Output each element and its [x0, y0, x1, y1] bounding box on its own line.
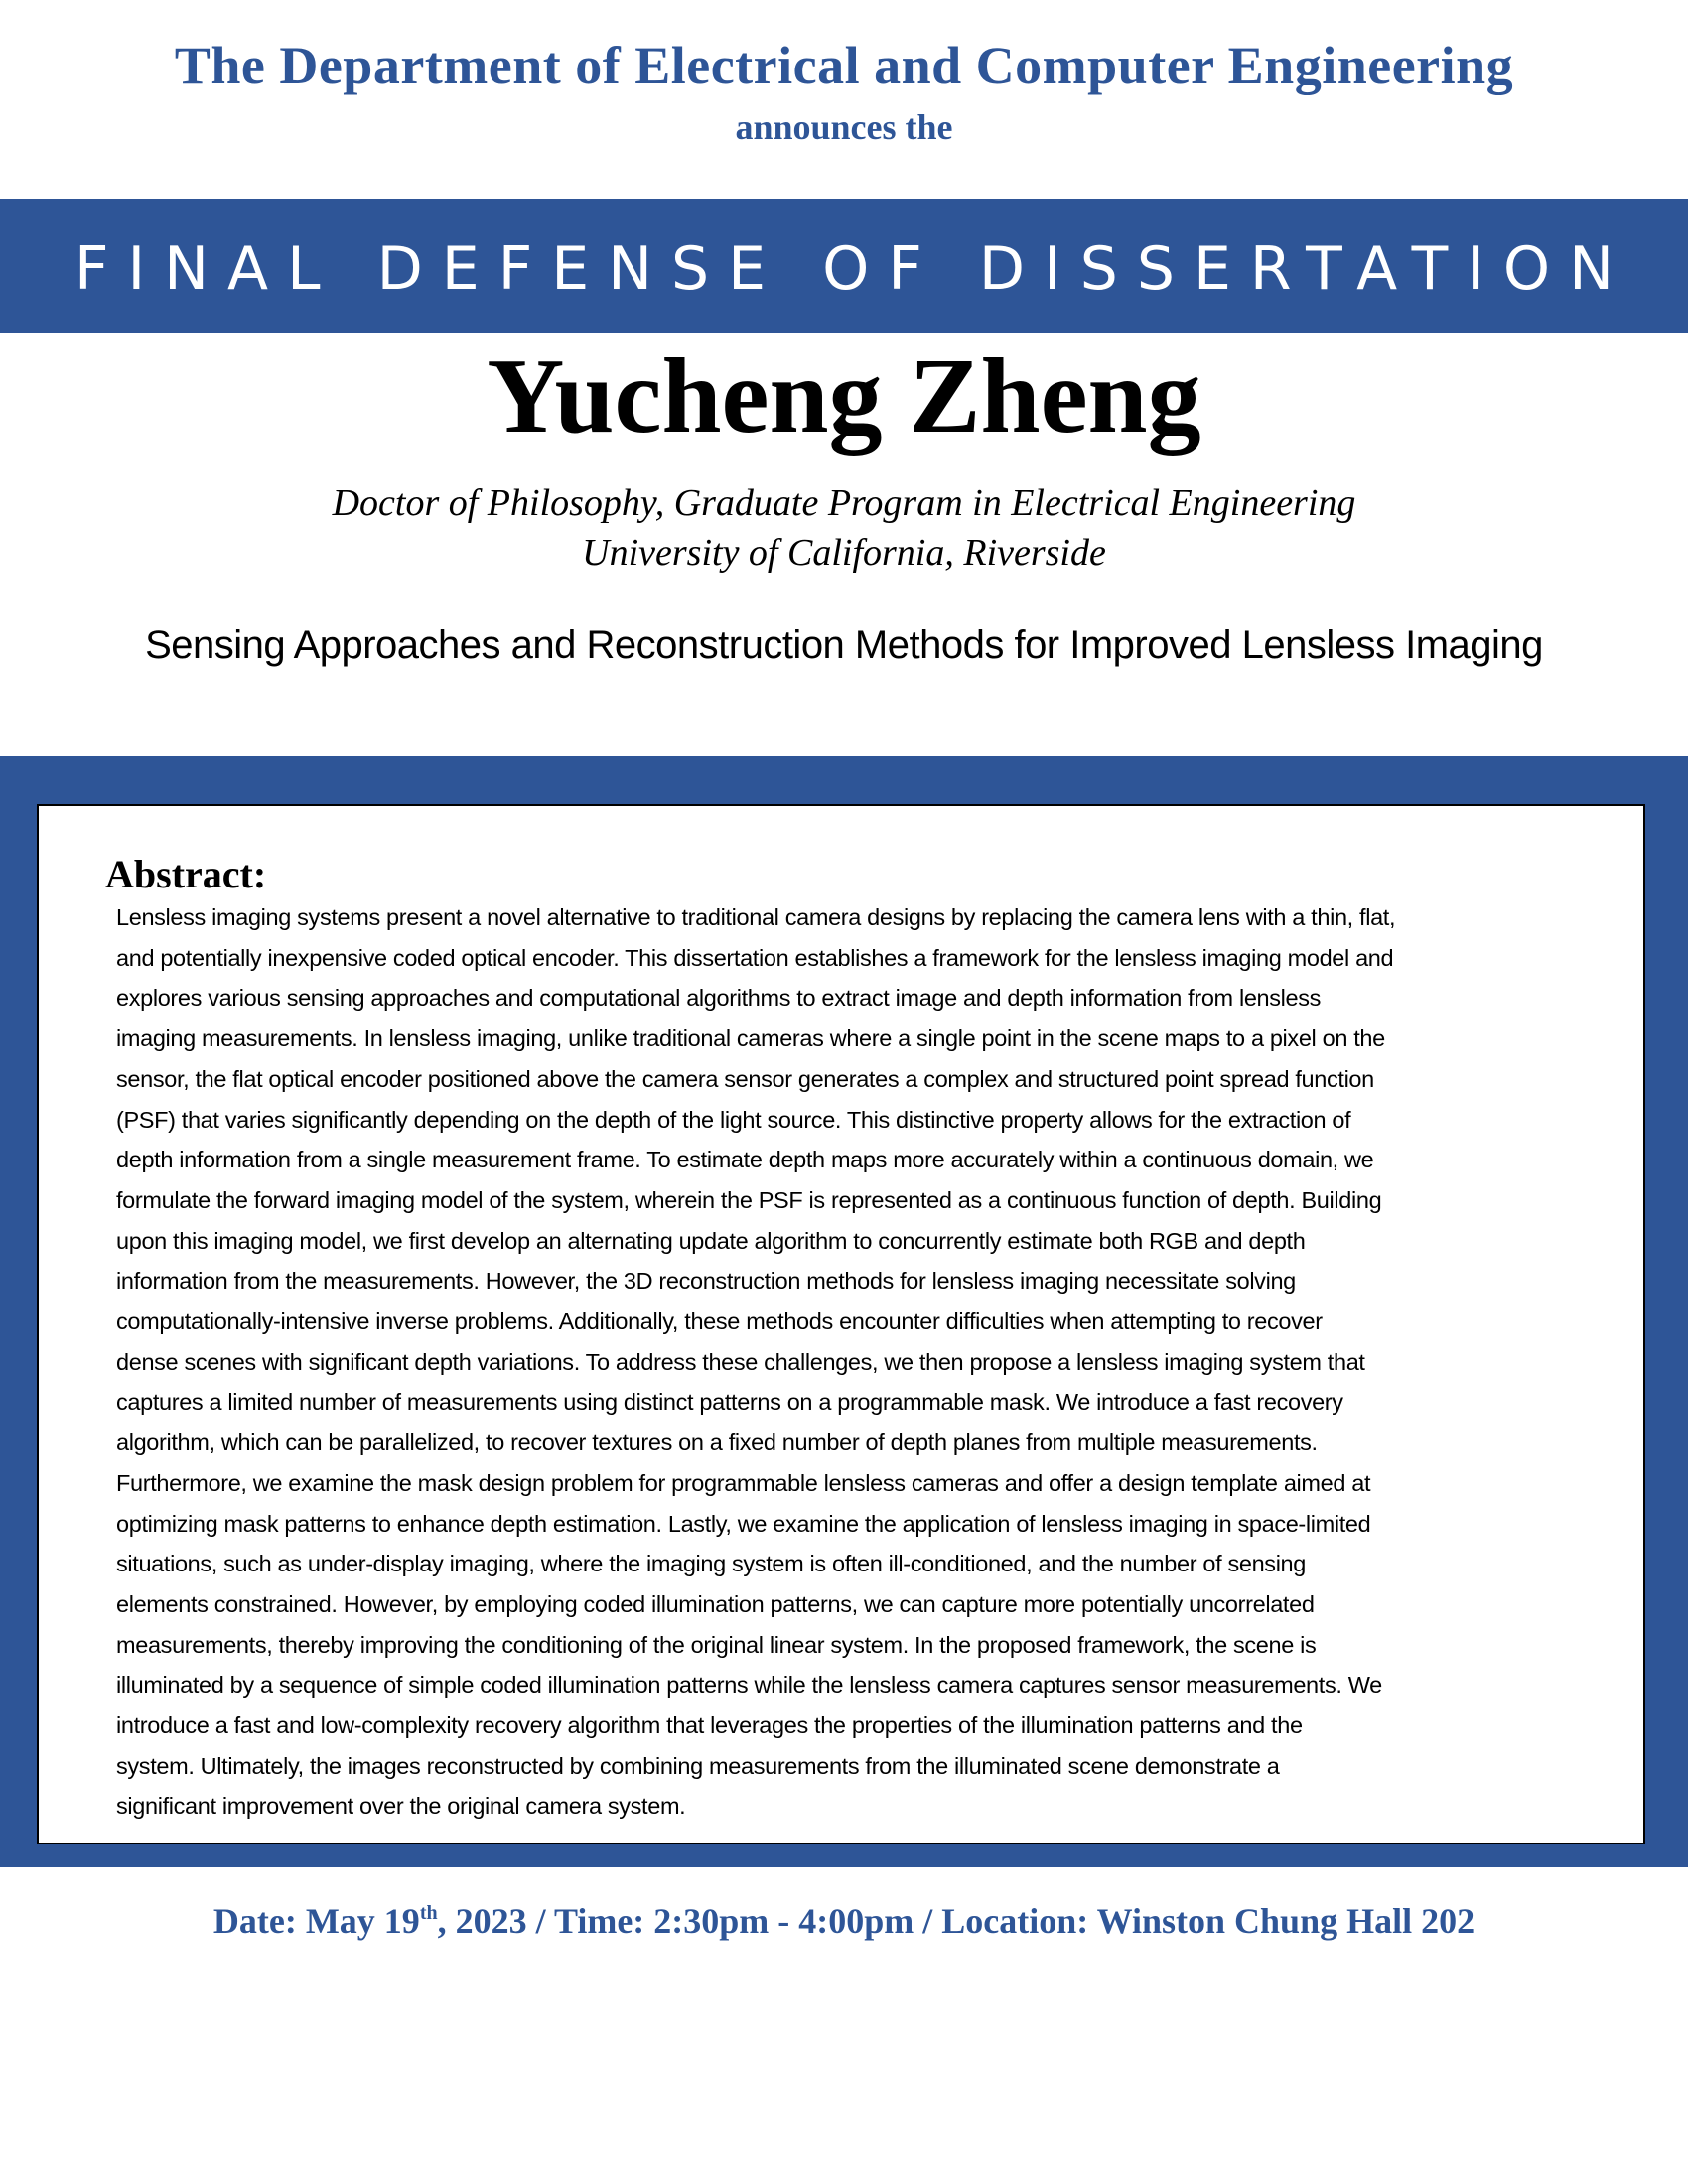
- abstract-line: situations, such as under-display imaging, where the imaging system is often ill-conditioned, and the number of sensing: [116, 1551, 1306, 1577]
- abstract-line: formulate the forward imaging model of the system, wherein the PSF is represented as a continuous function of depth. Building: [116, 1186, 1382, 1213]
- department-heading: The Department of Electrical and Computer Engineering: [174, 36, 1514, 95]
- abstract-line: optimizing mask patterns to enhance depth estimation. Lastly, we examine the application of lensless imaging in space-limited: [116, 1510, 1371, 1537]
- abstract-line: elements constrained. However, by employing coded illumination patterns, we can capture more potentially uncorrelated: [116, 1590, 1315, 1617]
- abstract-line: introduce a fast and low-complexity recovery algorithm that leverages the properties of the illumination patterns and the: [116, 1712, 1303, 1739]
- separator: /: [914, 1901, 942, 1941]
- separator: /: [526, 1901, 554, 1941]
- abstract-line: upon this imaging model, we first develop an alternating update algorithm to concurrently estimate both RGB and depth: [116, 1227, 1306, 1254]
- abstract-line: information from the measurements. However, the 3D reconstruction methods for lensless imaging necessitate solving: [116, 1268, 1296, 1295]
- abstract-line: illuminated by a sequence of simple coded illumination patterns while the lensless camera captures sensor measurements. We: [116, 1672, 1382, 1699]
- abstract-line: algorithm, which can be parallelized, to recover textures on a fixed number of depth planes from multiple measurements.: [116, 1430, 1318, 1456]
- candidate-university: University of California, Riverside: [582, 532, 1106, 574]
- abstract-line: measurements, thereby improving the conditioning of the original linear system. In the proposed framework, the scene is: [116, 1631, 1317, 1658]
- event-date-ordinal: th: [419, 1902, 438, 1924]
- event-date: [213, 1901, 527, 1941]
- abstract-line: Lensless imaging systems present a novel alternative to traditional camera designs by replacing the camera lens with a thin, flat,: [116, 904, 1396, 930]
- event-time: Time: 2:30pm - 4:00pm: [553, 1901, 914, 1941]
- dissertation-title: Sensing Approaches and Reconstruction Methods for Improved Lensless Imaging: [145, 623, 1543, 667]
- abstract-line: captures a limited number of measurements using distinct patterns on a programmable mask. We introduce a fast recovery: [116, 1389, 1343, 1416]
- abstract-line: Furthermore, we examine the mask design problem for programmable lensless cameras and offer a design template aimed at: [116, 1469, 1371, 1496]
- abstract-line: (PSF) that varies significantly depending on the depth of the light source. This distinctive property allows for the extraction of: [116, 1106, 1351, 1133]
- candidate-degree: Doctor of Philosophy, Graduate Program in Electrical Engineering: [332, 482, 1356, 524]
- abstract-body: [116, 897, 1645, 1827]
- abstract-line: dense scenes with significant depth variations. To address these challenges, we then propose a lensless imaging system that: [116, 1348, 1365, 1375]
- abstract-line: system. Ultimately, the images reconstructed by combining measurements from the illuminated scene demonstrate a: [116, 1752, 1280, 1779]
- abstract-line: computationally-intensive inverse problems. Additionally, these methods encounter difficulties when attempting to recover: [116, 1308, 1323, 1335]
- abstract-line: explores various sensing approaches and computational algorithms to extract image and depth information from lensless: [116, 985, 1322, 1012]
- event-date-text: Date: May 19: [212, 1901, 420, 1941]
- event-date-year: , 2023: [437, 1901, 527, 1941]
- candidate-name: Yucheng Zheng: [487, 338, 1201, 456]
- event-details: [0, 1896, 1688, 1946]
- abstract-line: imaging measurements. In lensless imaging, unlike traditional cameras where a single point in the scene maps to a pixel on the: [116, 1025, 1385, 1052]
- event-location: Location: Winston Chung Hall 202: [941, 1901, 1476, 1941]
- announces-text: announces the: [735, 107, 953, 147]
- abstract-line: sensor, the flat optical encoder positioned above the camera sensor generates a complex and structured point spread function: [116, 1065, 1374, 1092]
- abstract-line: and potentially inexpensive coded optical encoder. This dissertation establishes a framework for the lensless imaging model and: [116, 944, 1394, 971]
- abstract-heading: Abstract:: [105, 852, 267, 896]
- abstract-line: depth information from a single measurement frame. To estimate depth maps more accurately within a continuous domain, we: [116, 1147, 1374, 1173]
- abstract-line: significant improvement over the original camera system.: [116, 1793, 686, 1820]
- banner-title: FINAL DEFENSE OF DISSERTATION: [73, 234, 1633, 304]
